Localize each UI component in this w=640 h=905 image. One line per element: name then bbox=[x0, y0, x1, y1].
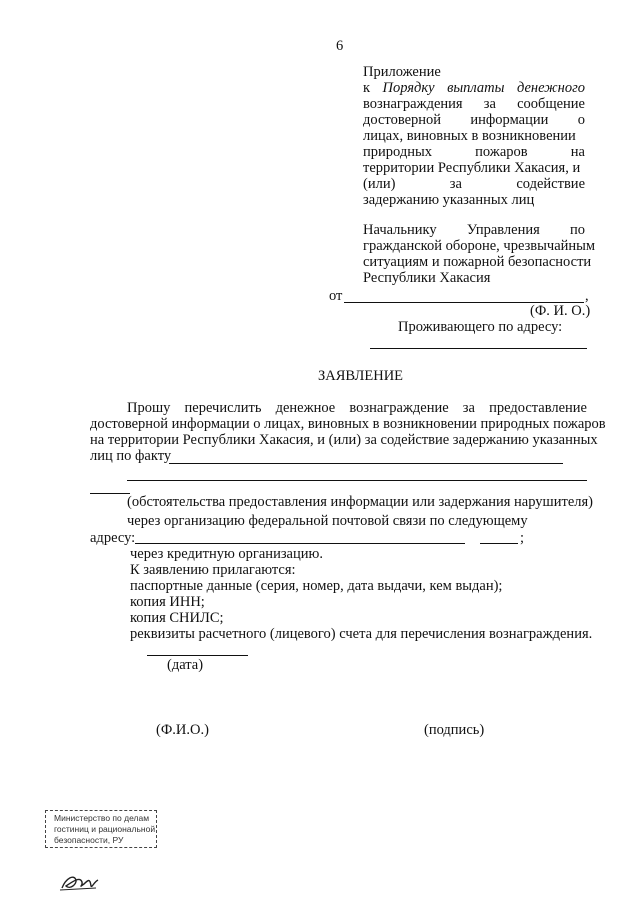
circumstances-hint: (обстоятельства предоставления информации или задержания нарушителя) bbox=[127, 494, 593, 510]
addressee-line-2: гражданской обороне, чрезвычайным bbox=[363, 238, 596, 254]
stamp-line: гостиниц и рациональной bbox=[54, 824, 156, 834]
from-label: от bbox=[329, 288, 343, 304]
appendix-word: сообщение bbox=[517, 96, 585, 112]
fio-label: (Ф.И.О.) bbox=[156, 722, 209, 738]
request-word: вознаграждение bbox=[349, 400, 449, 416]
request-line-4: лиц по факту bbox=[90, 448, 172, 464]
request-word: перечислить bbox=[184, 400, 262, 416]
appendix-word: информации bbox=[470, 112, 549, 128]
attachment-item: копия ИНН; bbox=[130, 594, 205, 610]
appendix-word: Порядку bbox=[382, 80, 435, 96]
appendix-word: вознаграждения bbox=[363, 96, 463, 112]
stamp-line: Министерство по делам bbox=[54, 813, 150, 823]
handwritten-signature bbox=[58, 868, 102, 894]
appendix-line-2 bbox=[363, 96, 585, 113]
document-title: ЗАЯВЛЕНИЕ bbox=[318, 368, 404, 384]
appendix-line-4: лицах, виновных в возникновении bbox=[363, 128, 576, 144]
credit-option: через кредитную организацию. bbox=[130, 546, 323, 562]
appendix-word: за bbox=[449, 176, 462, 192]
address-label: адресу: bbox=[90, 530, 136, 546]
attachment-item: паспортные данные (серия, номер, дата выдачи, кем выдан); bbox=[130, 578, 503, 594]
fio-hint: (Ф. И. О.) bbox=[530, 303, 591, 319]
appendix-line-8: задержанию указанных лиц bbox=[363, 192, 535, 208]
fact-field[interactable] bbox=[169, 463, 563, 464]
addressee-word: Управления bbox=[466, 222, 540, 238]
appendix-word: природных bbox=[363, 144, 432, 160]
addressee-line-4: Республики Хакасия bbox=[363, 270, 491, 286]
request-word: за bbox=[462, 400, 475, 416]
appendix-word: пожаров bbox=[475, 144, 528, 160]
request-word: Прошу bbox=[127, 400, 171, 416]
signature-label: (подпись) bbox=[424, 722, 485, 738]
appendix-word: за bbox=[483, 96, 496, 112]
appendix-word: денежного bbox=[516, 80, 585, 96]
postal-address-field[interactable] bbox=[135, 543, 465, 544]
appendix-word: достоверной bbox=[363, 112, 442, 128]
appendix-line-3 bbox=[363, 112, 585, 129]
appendix-line-6: территории Республики Хакасия, и bbox=[363, 160, 581, 176]
appendix-word: к bbox=[363, 80, 371, 96]
attachment-item: копия СНИЛС; bbox=[130, 610, 224, 626]
request-word: предоставление bbox=[489, 400, 587, 416]
addressee-line-1 bbox=[363, 222, 585, 239]
request-word: денежное bbox=[275, 400, 336, 416]
fact-field-continued[interactable] bbox=[127, 480, 587, 481]
appendix-word: о bbox=[577, 112, 585, 128]
attachments-label: К заявлению прилагаются: bbox=[130, 562, 296, 578]
appendix-word: выплаты bbox=[447, 80, 505, 96]
residence-address-field[interactable] bbox=[370, 348, 587, 349]
attachment-item: реквизиты расчетного (лицевого) счета для перечисления вознаграждения. bbox=[130, 626, 593, 642]
appendix-word: (или) bbox=[363, 176, 396, 192]
appendix-line-7 bbox=[363, 176, 585, 193]
appendix-line-1 bbox=[363, 80, 585, 97]
appendix-word: содействие bbox=[516, 176, 585, 192]
residence-label: Проживающего по адресу: bbox=[398, 319, 563, 335]
from-comma: , bbox=[585, 288, 589, 304]
request-line-3: на территории Республики Хакасия, и (или) за содействие задержанию указанных bbox=[90, 432, 598, 448]
postal-option: через организацию федеральной почтовой связи по следующему bbox=[127, 513, 528, 529]
request-line-2: достоверной информации о лицах, виновных в возникновении природных пожаров bbox=[90, 416, 606, 432]
page-number: 6 bbox=[336, 38, 344, 54]
appendix-title: Приложение bbox=[363, 64, 441, 80]
address-end: ; bbox=[520, 530, 525, 546]
stamp-line: безопасности, РУ bbox=[54, 835, 124, 845]
ministry-stamp bbox=[45, 810, 157, 848]
date-label: (дата) bbox=[167, 657, 204, 673]
fact-field-short[interactable] bbox=[90, 493, 130, 494]
addressee-line-3: ситуациям и пожарной безопасности bbox=[363, 254, 592, 270]
appendix-word: на bbox=[570, 144, 585, 160]
request-line-1 bbox=[127, 400, 587, 417]
addressee-word: по bbox=[569, 222, 585, 238]
addressee-word: Начальнику bbox=[363, 222, 437, 238]
date-field[interactable] bbox=[147, 655, 248, 656]
postal-index-field[interactable] bbox=[480, 543, 518, 544]
appendix-line-5 bbox=[363, 144, 585, 161]
